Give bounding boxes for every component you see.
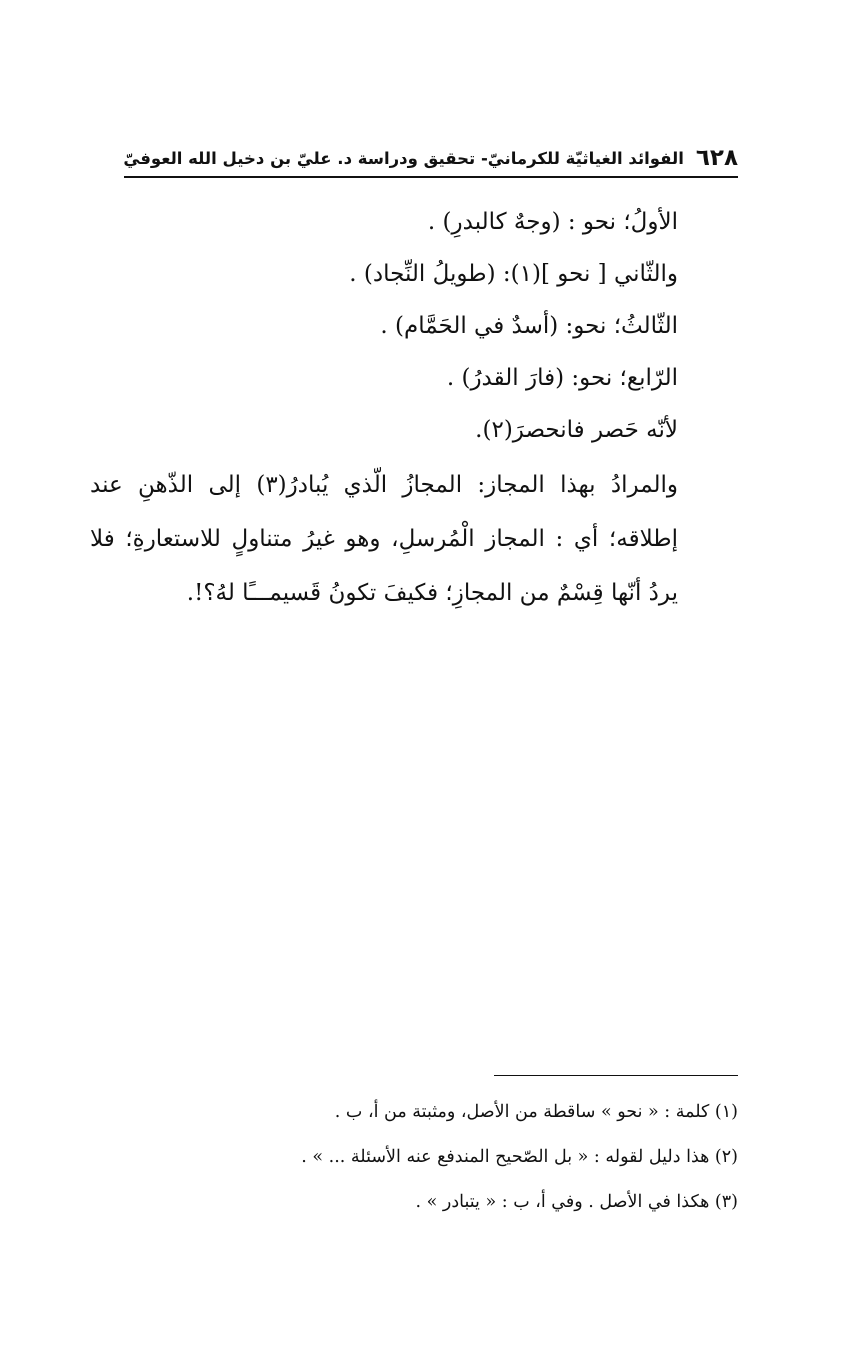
running-header-title: الفوائد الغياثيّة للكرمانيّ- تحقيق ودراسة د. عليّ بن دخيل الله العوفيّ bbox=[123, 148, 684, 168]
text-line: الرّابع؛ نحو: (فارَ القدرُ) . bbox=[446, 365, 678, 391]
running-header bbox=[124, 140, 738, 176]
footnote-item: (٢) هذا دليل لقوله : « بل الصّحيح المندفع عنه الأسئلة ... » . bbox=[301, 1147, 738, 1167]
footnotes bbox=[120, 1090, 738, 1225]
text-line: لأنّه حَصر فانحصرَ(٢). bbox=[475, 417, 678, 443]
footnote-item: (١) كلمة : « نحو » ساقطة من الأصل، ومثبتة من أ، ب . bbox=[334, 1102, 738, 1122]
text-line: الأولُ؛ نحو : (وجهٌ كالبدرِ) . bbox=[427, 209, 678, 235]
footnote-divider bbox=[494, 1075, 738, 1076]
footnote-item: (٣) هكذا في الأصل . وفي أ، ب : « يتبادر » . bbox=[415, 1192, 738, 1212]
header-divider bbox=[124, 176, 738, 178]
text-line: الثّالثُ؛ نحو: (أسدٌ في الحَمَّام) . bbox=[380, 313, 678, 339]
page-number: ٦٢٨ bbox=[695, 145, 738, 171]
main-text bbox=[90, 196, 738, 620]
main-paragraph: والمرادُ بهذا المجاز: المجازُ الّذي يُبادرُ(٣) إلى الذّهنِ عند إطلاقه؛ أي : المجاز الْمُرسلِ، وهو غيرُ متناولٍ للاستعارةِ؛ فلا يردُ أنّها قِسْمٌ من المجازِ؛ فكيفَ تكونُ قَسيمـــًا لهُ؟!. bbox=[90, 472, 678, 606]
text-line: والثّاني [ نحو ](١): (طويلُ النِّجاد) . bbox=[349, 261, 678, 287]
